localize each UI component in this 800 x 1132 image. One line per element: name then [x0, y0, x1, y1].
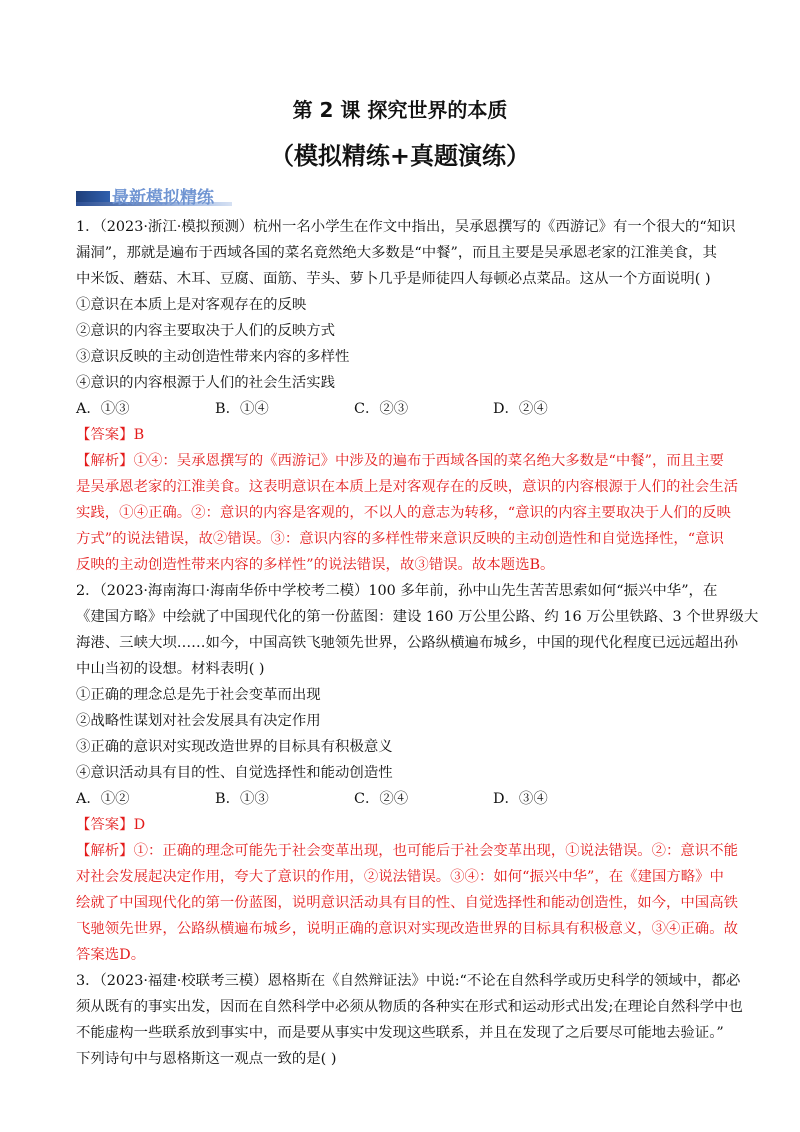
option-a: A．①② — [76, 791, 130, 807]
analysis-line: 飞驰领先世界，公路纵横遍布城乡，说明正确的意识对实现改造世界的目标具有积极意义，③④正确。故 — [76, 921, 738, 937]
statement-3: ③正确的意识对实现改造世界的目标具有积极意义 — [76, 739, 393, 755]
question-line: 中山当初的设想。材料表明( ) — [76, 661, 265, 677]
section-label: 最新模拟精练 — [112, 188, 214, 208]
question-3 — [76, 968, 743, 1072]
option-c: C．②③ — [354, 401, 409, 417]
statement-2: ②战略性谋划对社会发展具有决定作用 — [76, 713, 321, 729]
question-line: 下列诗句中与恩格斯这一观点一致的是( ) — [76, 1051, 337, 1067]
answer: 【答案】B — [76, 427, 145, 443]
statement-3: ③意识反映的主动创造性带来内容的多样性 — [76, 349, 350, 365]
question-2 — [76, 578, 759, 968]
option-b: B．①③ — [215, 791, 269, 807]
statement-2: ②意识的内容主要取决于人们的反映方式 — [76, 323, 336, 339]
question-1 — [76, 214, 738, 578]
option-c: C．②④ — [354, 791, 409, 807]
option-b: B．①④ — [215, 401, 269, 417]
analysis-line: 绘就了中国现代化的第一份蓝图，说明意识活动具有目的性、自觉选择性和能动创造性，如今，中国高铁 — [76, 895, 738, 911]
question-line: 2．（2023·海南海口·海南华侨中学校考二模）100 多年前，孙中山先生苦苦思索如何“振兴中华”，在 — [76, 583, 718, 599]
statement-1: ①意识在本质上是对客观存在的反映 — [76, 297, 307, 313]
question-line: 1．（2023·浙江·模拟预测）杭州一名小学生在作文中指出，吴承恩撰写的《西游记》有一个很大的“知识 — [76, 219, 736, 235]
option-a: A．①③ — [76, 401, 130, 417]
statement-4: ④意识的内容根源于人们的社会生活实践 — [76, 375, 336, 391]
analysis-line: 反映的主动创造性带来内容的多样性”的说法错误，故③错误。故本题选B。 — [76, 557, 555, 573]
options-row — [76, 786, 726, 812]
question-list — [76, 214, 759, 1072]
statement-4: ④意识活动具有目的性、自觉选择性和能动创造性 — [76, 765, 393, 781]
question-line: 漏洞”，那就是遍布于西域各国的菜名竟然绝大多数是“中餐”，而且主要是吴承恩老家的江淮美食，其 — [76, 245, 717, 261]
lesson-title: 第 2 课 探究世界的本质 — [292, 98, 508, 122]
analysis-line: 方式”的说法错误，故②错误。③：意识内容的多样性带来意识反映的主动创造性和自觉选择性，“意识 — [76, 531, 724, 547]
question-line: 海港、三峡大坝……如今，中国高铁飞驰领先世界，公路纵横遍布城乡，中国的现代化程度已远远超出孙 — [76, 635, 738, 651]
analysis-line: 【解析】①④：吴承恩撰写的《西游记》中涉及的遍布于西域各国的菜名绝大多数是“中餐”，而且主要 — [76, 453, 724, 469]
statement-1: ①正确的理念总是先于社会变革而出现 — [76, 687, 321, 703]
analysis-line: 对社会发展起决定作用，夸大了意识的作用，②说法错误。③④：如何“振兴中华”，在《建国方略》中 — [76, 869, 724, 885]
question-line: 不能虚构一些联系放到事实中，而是要从事实中发现这些联系，并且在发现了之后要尽可能地去验证。” — [76, 1025, 724, 1041]
section-banner — [76, 184, 232, 206]
question-line: 3．（2023·福建·校联考三模）恩格斯在《自然辩证法》中说:“不论在自然科学或历史科学的领域中，都必 — [76, 973, 741, 989]
answer: 【答案】D — [76, 817, 146, 833]
analysis-line: 答案选D。 — [76, 947, 146, 963]
question-line: 《建国方略》中绘就了中国现代化的第一份蓝图：建设 160 万公里公路、约 16 万公里铁路、3 个世界级大 — [76, 609, 759, 625]
option-d: D．③④ — [493, 791, 548, 807]
lesson-subtitle: （模拟精练+真题演练） — [269, 142, 531, 170]
options-row — [76, 396, 726, 422]
option-d: D．②④ — [493, 401, 548, 417]
question-line: 须从既有的事实出发，因而在自然科学中必须从物质的各种实在形式和运动形式出发;在理论自然科学中也 — [76, 999, 743, 1015]
question-line: 中米饭、蘑菇、木耳、豆腐、面筋、芋头、萝卜几乎是师徒四人每顿必点菜品。这从一个方面说明( ) — [76, 271, 711, 287]
analysis-line: 【解析】①：正确的理念可能先于社会变革出现，也可能后于社会变革出现，①说法错误。②：意识不能 — [76, 843, 738, 859]
analysis-line: 是吴承恩老家的江淮美食。这表明意识在本质上是对客观存在的反映，意识的内容根源于人们的社会生活 — [76, 479, 738, 495]
analysis-line: 实践，①④正确。②：意识的内容是客观的，不以人的意志为转移，“意识的内容主要取决于人们的反映 — [76, 505, 731, 521]
